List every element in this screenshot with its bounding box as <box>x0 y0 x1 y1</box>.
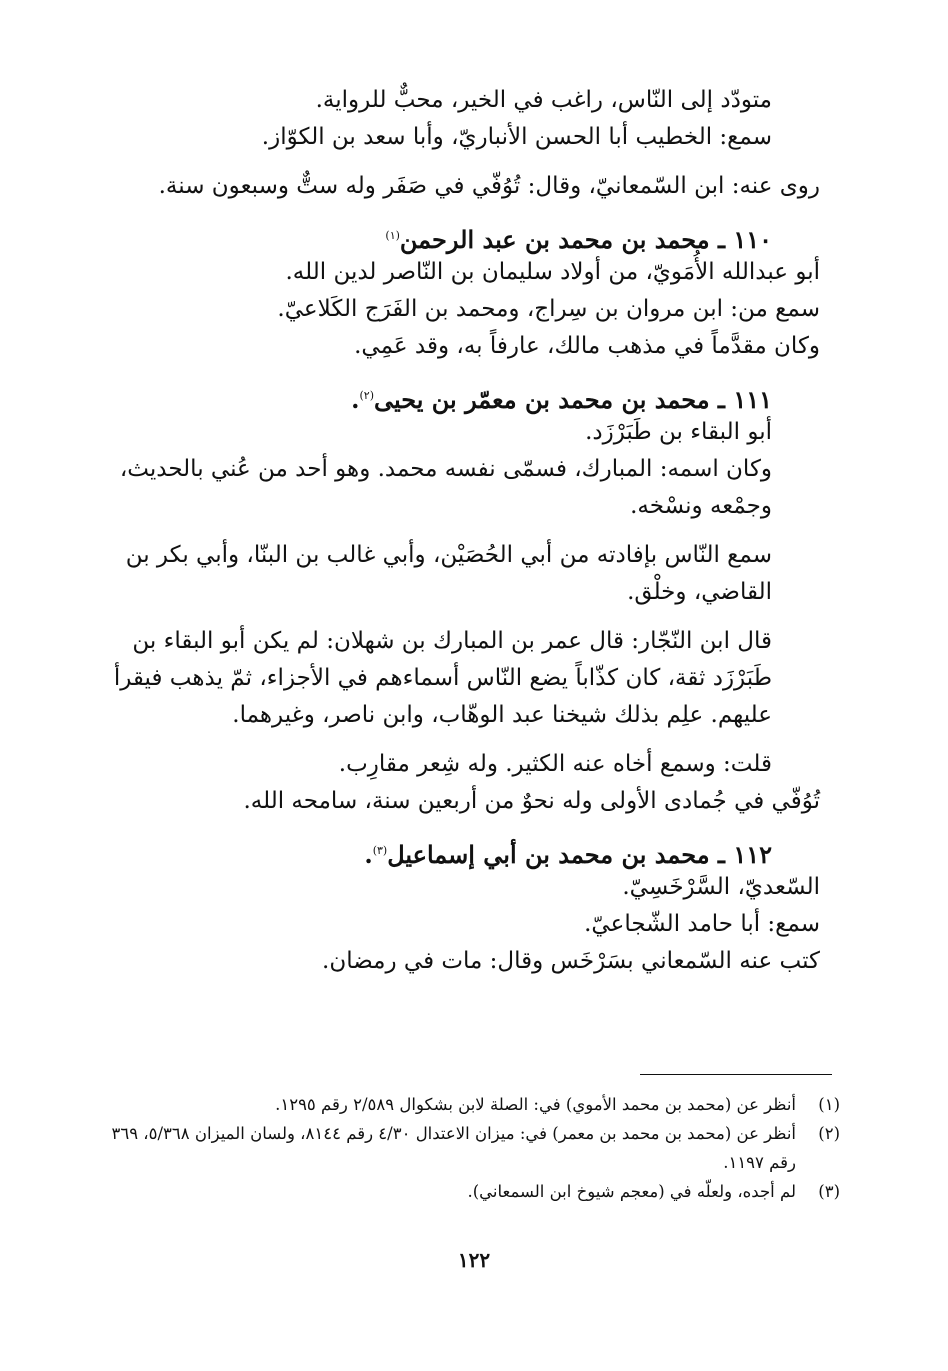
text-line: سمع من: ابن مروان بن سِراج، ومحمد بن الفَرَج الكَلاعيّ. <box>277 296 820 322</box>
footnote-text: أنظر عن (محمد بن محمد الأموي) في: الصلة لابن بشكوال ٢/٥٨٩ رقم ١٢٩٥. <box>275 1095 796 1114</box>
text-line: وكان مقدَّماً في مذهب مالك، عارفاً به، وقد عَمِي. <box>354 333 820 359</box>
footnote-number: (٣) <box>818 1182 840 1201</box>
main-text <box>100 82 820 980</box>
text-line: قلت: وسمع أخاه عنه الكثير. وله شِعر مقارِب. <box>338 751 772 777</box>
heading-text: ١١٠ ـ محمد بن محمد بن عبد الرحمن <box>399 225 772 254</box>
footnote <box>110 1119 840 1177</box>
text-line: كتب عنه السّمعاني بسَرْخَس وقال: مات في رمضان. <box>322 948 820 974</box>
text-line: أبو البقاء بن طَبَرْزَد. <box>585 419 772 445</box>
footnote-text: أنظر عن (محمد بن محمد بن معمر) في: ميزان الاعتدال ٤/٣٠ رقم ٨١٤٤، ولسان الميزان ٥/٣٦٨، ٣٦٩ رقم ١١٩٧. <box>111 1124 796 1172</box>
text-line: سمع: الخطيب أبا الحسن الأنباريّ، وأبا سعد بن الكوّاز. <box>261 124 772 150</box>
footnote-text: لم أجده، ولعلّه في (معجم شيوخ ابن السمعاني). <box>467 1182 796 1201</box>
footnote-ref: (١) <box>385 229 400 242</box>
entry-heading-112 <box>100 832 820 869</box>
text-line: متودّد إلى النّاس، راغب في الخير، محبٌّ للرواية. <box>315 87 772 113</box>
text-line: السّعديّ، السَّرْخَسِيّ. <box>622 874 820 900</box>
footnote-number: (٢) <box>818 1124 840 1143</box>
footnote-divider <box>640 1074 832 1075</box>
text-line: روى عنه: ابن السّمعانيّ، وقال: تُوُفّي في صَفَر وله ستٌّ وسبعون سنة. <box>158 173 820 199</box>
heading-text: ١١١ ـ محمد بن محمد بن معمّر بن يحيى <box>373 385 772 414</box>
text-paragraph: وكان اسمه: المبارك، فسمّى نفسه محمد. وهو أحد من عُني بالحديث، وجمْعه ونسْخه. <box>119 456 772 519</box>
text-line: تُوُفّي في جُمادى الأولى وله نحوٌ من أربعين سنة، سامحه الله. <box>243 788 820 814</box>
footnote <box>110 1177 840 1206</box>
text-line: أبو عبدالله الأُمَويّ، من أولاد سليمان بن النّاصر لدين الله. <box>285 259 820 285</box>
footnote-ref: (٢) <box>359 389 374 402</box>
text-line: سمع: أبا حامد الشّجاعيّ. <box>584 911 820 937</box>
footnote <box>110 1090 840 1119</box>
text-paragraph: سمع النّاس بإفادته من أبي الحُصَيْن، وأبي غالب بن البنّا، وأبي بكر بن القاضي، وخلْق. <box>125 542 772 605</box>
footnote-ref: (٣) <box>372 844 388 857</box>
heading-text: ١١٢ ـ محمد بن محمد بن أبي إسماعيل <box>387 840 772 869</box>
page-number: ١٢٢ <box>457 1248 491 1272</box>
heading-end: . <box>351 385 360 414</box>
entry-heading-110 <box>100 217 820 254</box>
heading-end: . <box>364 840 373 869</box>
text-paragraph: قال ابن النّجّار: قال عمر بن المبارك بن شهلان: لم يكن أبو البقاء بن طَبَرْزَد ثقة، كان كذّاباً يضع النّاس أسماءهم في الأجزاء، ثمّ يذهب فيقرأ عليهم. علِم بذلك شيخنا عبد الوهّاب، وابن ناصر، وغيرهما. <box>113 628 772 728</box>
footnotes <box>110 1090 840 1206</box>
entry-heading-111 <box>100 377 820 414</box>
footnote-number: (١) <box>818 1095 840 1114</box>
